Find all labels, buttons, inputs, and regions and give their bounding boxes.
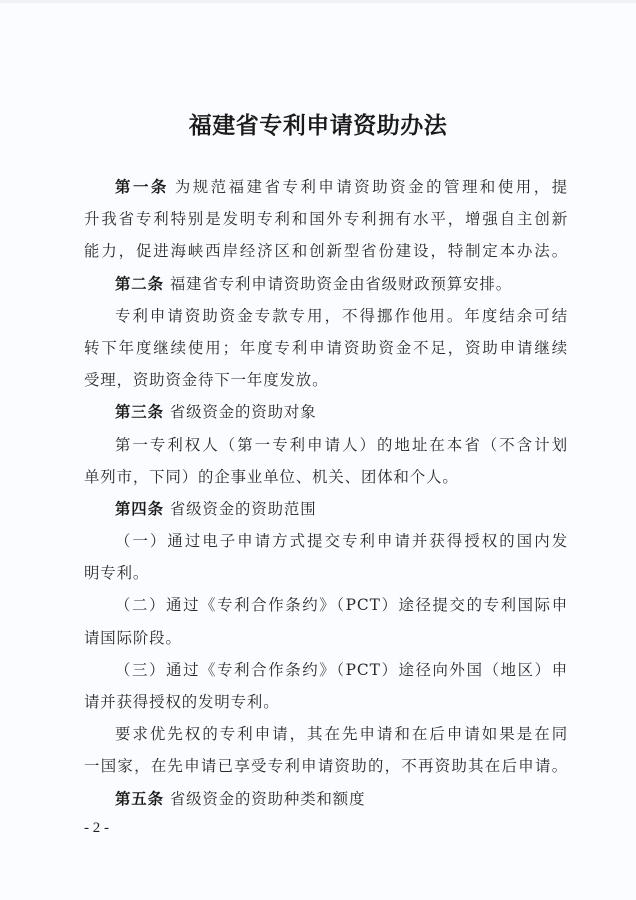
article-number: 第三条	[115, 403, 164, 422]
paragraph-line	[84, 429, 568, 461]
paragraph-line	[84, 235, 568, 267]
scan-edge	[0, 0, 636, 3]
article-heading-line	[84, 493, 568, 525]
article-number: 第二条	[115, 274, 164, 293]
line-text: 一国家，在先申请已享受专利申请资助的，不再资助其在后申请。	[84, 757, 568, 776]
line-text: 第一专利权人（第一专利申请人）的地址在本省（不含计划	[115, 435, 568, 454]
line-text: 请国际阶段。	[84, 628, 182, 647]
paragraph-line	[84, 203, 568, 235]
line-text: 能力，促进海峡西岸经济区和创新型省份建设，特制定本办法。	[84, 242, 568, 261]
paragraph-line	[84, 686, 568, 718]
paragraph-line	[84, 364, 568, 396]
article-heading-line	[84, 783, 568, 815]
line-text: 明专利。	[84, 564, 150, 583]
paragraph-line	[84, 332, 568, 364]
paragraph-line	[84, 525, 568, 557]
line-text: 省级资金的资助种类和额度	[169, 789, 366, 808]
paragraph-line	[84, 622, 568, 654]
line-text: 受理，资助资金待下一年度发放。	[84, 371, 329, 390]
paragraph-line	[84, 589, 568, 621]
article-heading-line	[84, 268, 568, 300]
paragraph-line	[84, 718, 568, 750]
line-text: （一）通过电子申请方式提交专利申请并获得授权的国内发	[115, 532, 568, 551]
line-text: 专利申请资助资金专款专用，不得挪作他用。年度结余可结	[115, 306, 568, 325]
paragraph-line	[84, 557, 568, 589]
article-heading-line	[84, 396, 568, 428]
article-heading-line	[84, 171, 568, 203]
line-text: 请并获得授权的发明专利。	[84, 693, 280, 711]
line-text: 福建省专利申请资助资金由省级财政预算安排。	[169, 274, 512, 293]
line-text: 单列市，下同）的企事业单位、机关、团体和个人。	[84, 467, 459, 486]
paragraph-line	[84, 654, 568, 686]
document-body	[84, 171, 568, 815]
page-number: - 2 -	[84, 820, 109, 836]
paragraph-line	[84, 300, 568, 332]
line-text: 为规范福建省专利申请资助资金的管理和使用，提	[174, 178, 568, 196]
line-text: 升我省专利特别是发明专利和国外专利拥有水平，增强自主创新	[84, 210, 568, 229]
article-number: 第四条	[115, 499, 164, 518]
line-text: 要求优先权的专利申请，其在先申请和在后申请如果是在同	[115, 725, 568, 744]
paragraph-line	[84, 461, 568, 493]
line-text: （二）通过《专利合作条约》（PCT）途径提交的专利国际申	[115, 596, 568, 615]
document-title: 福建省专利申请资助办法	[188, 113, 448, 139]
line-text: 省级资金的资助对象	[169, 403, 317, 422]
article-number: 第五条	[115, 789, 164, 808]
line-text: 省级资金的资助范围	[169, 499, 317, 518]
line-text: （三）通过《专利合作条约》（PCT）途径向外国（地区）申	[115, 660, 568, 679]
article-number: 第一条	[115, 178, 169, 196]
paragraph-line	[84, 750, 568, 782]
line-text: 转下年度继续使用；年度专利申请资助资金不足，资助申请继续	[84, 338, 568, 357]
